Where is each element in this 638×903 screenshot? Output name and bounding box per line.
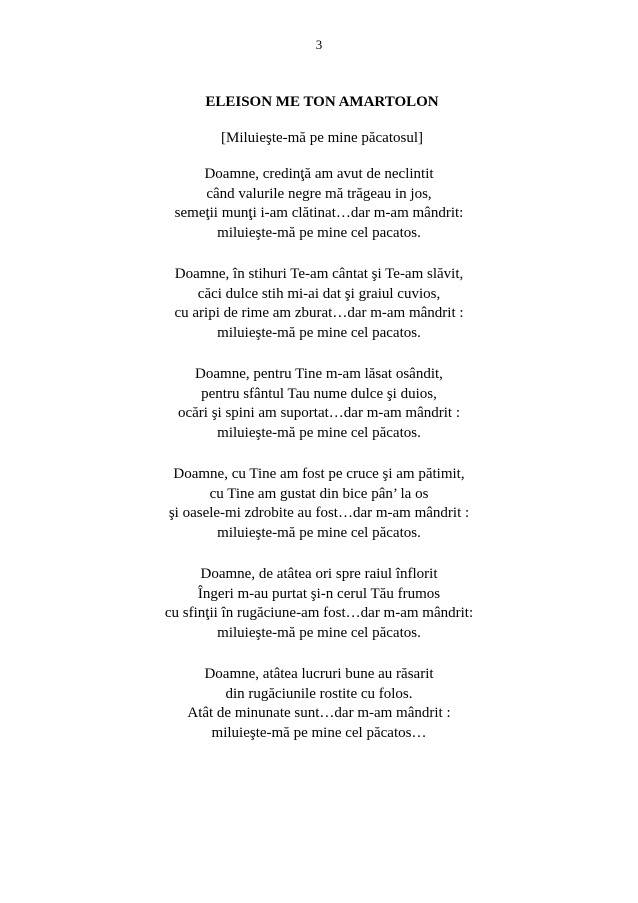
poem-line: cu sfinţii în rugăciune-am fost…dar m-am mândrit: (164, 605, 474, 621)
poem-line: Doamne, cu Tine am fost pe cruce şi am pătimit, (173, 466, 465, 482)
poem-line: Doamne, pentru Tine m-am lăsat osândit, (195, 366, 443, 382)
stanza-3 (0, 365, 638, 443)
poem-line: Doamne, în stihuri Te-am cântat şi Te-am slăvit, (174, 266, 464, 282)
poem-line: când valurile negre mă trăgeau in jos, (206, 185, 432, 202)
poem-line: miluieşte-mă pe mine cel păcatos. (217, 624, 421, 641)
poem-line: Doamne, de atâtea ori spre raiul înflorit (200, 566, 438, 582)
poem-line: cu aripi de rime am zburat…dar m-am mândrit : (174, 305, 464, 321)
poem-line: miluieşte-mă pe mine cel păcatos… (211, 724, 427, 741)
poem-line: semeţii munţi i-am clătinat…dar m-am mândrit: (174, 205, 464, 221)
poem-line: Îngeri m-au purtat şi-n cerul Tău frumos (197, 585, 441, 602)
poem-line: miluieşte-mă pe mine cel pacatos. (217, 224, 421, 241)
poem (0, 93, 638, 743)
page-number: 3 (315, 37, 323, 52)
poem-line: din rugăciunile rostite cu folos. (225, 685, 413, 702)
poem-line: căci dulce stih mi-ai dat şi graiul cuvios, (197, 285, 441, 302)
poem-line: miluieşte-mă pe mine cel pacatos. (217, 324, 421, 341)
stanza-1 (0, 165, 638, 243)
stanza-2 (0, 265, 638, 343)
poem-title: ELEISON ME TON AMARTOLON (205, 94, 439, 110)
stanza-6 (0, 665, 638, 743)
stanza-4 (0, 465, 638, 543)
stanza-5 (0, 565, 638, 643)
poem-line: pentru sfântul Tau nume dulce şi duios, (201, 385, 437, 402)
poem-line: ocări şi spini am suportat…dar m-am mândrit : (177, 405, 461, 421)
poem-line: miluieşte-mă pe mine cel păcatos. (217, 424, 421, 441)
poem-line: Atât de minunate sunt…dar m-am mândrit : (187, 705, 451, 721)
poem-line: cu Tine am gustat din bice pân’ la os (209, 485, 429, 502)
poem-line: Doamne, credinţă am avut de neclintit (204, 166, 434, 182)
poem-line: miluieşte-mă pe mine cel păcatos. (217, 524, 421, 541)
poem-subtitle: [Miluieşte-mă pe mine păcatosul] (220, 130, 424, 146)
poem-line: Doamne, atâtea lucruri bune au răsarit (204, 666, 434, 682)
poem-line: şi oasele-mi zdrobite au fost…dar m-am mândrit : (168, 505, 470, 521)
